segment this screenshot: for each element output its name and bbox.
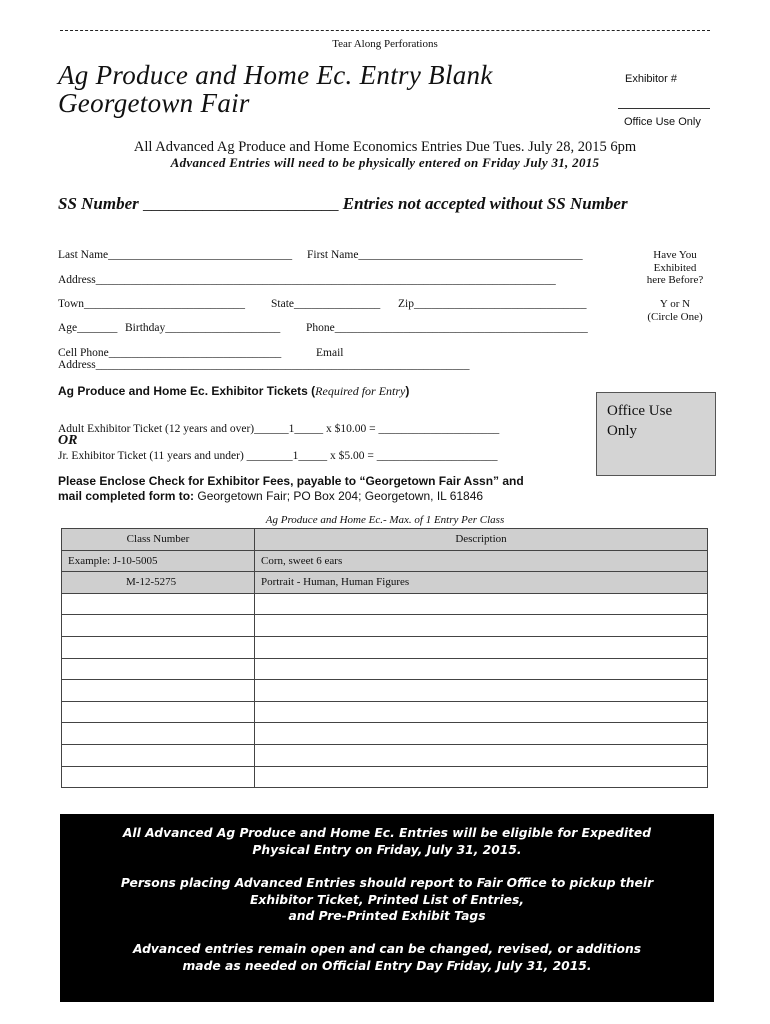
description-cell[interactable] [255,636,708,658]
or-label: OR [58,433,78,448]
payment-instructions [58,474,524,504]
class-number-cell[interactable] [62,615,255,637]
class-number-cell[interactable] [62,658,255,680]
notice-line: made as needed on Official Entry Day Friday, July 31, 2015. [182,959,592,973]
phone-field[interactable]: Phone____________________________________________ [306,322,588,334]
table-row[interactable] [62,723,708,745]
table-row [62,572,708,594]
fair-name: Georgetown Fair [58,88,250,118]
zip-field[interactable]: Zip______________________________ [398,298,587,310]
class-number-header: Class Number [62,529,255,551]
tickets-heading-text: Ag Produce and Home Ec. Exhibitor Tickets ( [58,384,316,398]
description-header: Description [255,529,708,551]
state-field[interactable]: State_______________ [271,298,381,310]
class-number-cell[interactable] [62,744,255,766]
class-number-cell[interactable] [62,636,255,658]
class-number-cell[interactable] [62,766,255,788]
table-row[interactable] [62,766,708,788]
entries-table [61,528,708,788]
office-use-only-label: Office Use Only [624,116,701,128]
exhibitor-number-field[interactable] [618,108,710,109]
circle-one-label: (Circle One) [647,311,703,323]
table-header-row [62,529,708,551]
table-row[interactable] [62,701,708,723]
town-field[interactable]: Town____________________________ [58,298,246,310]
notice-line: Persons placing Advanced Entries should report to Fair Office to pickup their [120,876,654,890]
advanced-entry-notice [60,814,714,1002]
description-cell[interactable] [255,593,708,615]
exhibited-label: Exhibited [653,262,697,274]
table-row[interactable] [62,744,708,766]
class-number-cell: Example: J-10-5005 [62,550,255,572]
notice-line: and Pre-Printed Exhibit Tags [288,909,486,923]
mailing-address: Georgetown Fair; PO Box 204; Georgetown, IL 61846 [197,489,484,503]
description-cell[interactable] [255,680,708,702]
have-you-label: Have You [653,249,697,261]
exhibitor-number-label: Exhibitor # [625,73,677,85]
yes-no-option[interactable]: Y or N [659,298,691,310]
description-cell: Corn, sweet 6 ears [255,550,708,572]
class-number-cell[interactable] [62,593,255,615]
description-cell[interactable] [255,658,708,680]
due-date-notice: All Advanced Ag Produce and Home Economics Entries Due Tues. July 28, 2015 6pm [133,139,637,155]
description-cell[interactable] [255,701,708,723]
table-row[interactable] [62,658,708,680]
perforation-text: Tear Along Perforations [332,38,438,50]
class-number-cell[interactable] [62,701,255,723]
ss-number-row [58,194,628,214]
description-cell[interactable] [255,615,708,637]
table-row[interactable] [62,615,708,637]
email-address-field[interactable]: Address_________________________________________________________________ [58,359,470,371]
last-name-field[interactable]: Last Name________________________________ [58,249,293,261]
class-number-cell: M-12-5275 [62,572,255,594]
ss-number-label: SS Number [58,194,139,213]
form-title: Ag Produce and Home Ec. Entry Blank [58,60,493,90]
ss-number-field[interactable]: _______________________ [143,194,339,213]
perforation-line [60,30,710,31]
payment-line-2 [58,489,524,504]
payment-line-1: Please Enclose Check for Exhibitor Fees, payable to “Georgetown Fair Assn” and [58,474,524,488]
notice-line: All Advanced Ag Produce and Home Ec. Entries will be eligible for Expedited [122,826,652,840]
tickets-heading-close: ) [405,384,410,398]
table-row[interactable] [62,593,708,615]
description-cell[interactable] [255,723,708,745]
notice-line: Exhibitor Ticket, Printed List of Entries, [249,893,524,907]
notice-line: Physical Entry on Friday, July 31, 2015. [252,843,522,857]
email-label: Email [316,347,344,359]
mail-to-label: mail completed form to: [58,489,198,503]
table-row[interactable] [62,636,708,658]
description-cell[interactable] [255,744,708,766]
table-row [62,550,708,572]
physical-entry-notice: Advanced Entries will need to be physically entered on Friday July 31, 2015 [170,155,600,170]
ss-required-note: Entries not accepted without SS Number [342,194,628,213]
notice-line: Advanced entries remain open and can be changed, revised, or additions [132,942,642,956]
junior-ticket-line[interactable]: Jr. Exhibitor Ticket (11 years and under) ________1_____ x $5.00 = _____________________ [58,450,498,462]
first-name-field[interactable]: First Name_______________________________________ [307,249,583,261]
table-row[interactable] [62,680,708,702]
description-cell: Portrait - Human, Human Figures [255,572,708,594]
birthday-field[interactable]: Birthday____________________ [125,322,281,334]
adult-ticket-line[interactable]: Adult Exhibitor Ticket (12 years and over)______1_____ x $10.00 = _____________________ [58,423,500,435]
class-number-cell[interactable] [62,723,255,745]
class-number-cell[interactable] [62,680,255,702]
cell-phone-field[interactable]: Cell Phone______________________________ [58,347,282,359]
required-note: Required for Entry [315,384,406,398]
office-use-box: Office Use Only [596,392,716,476]
age-field[interactable]: Age_______ [58,322,118,334]
table-caption: Ag Produce and Home Ec.- Max. of 1 Entry Per Class [265,514,505,526]
description-cell[interactable] [255,766,708,788]
address-field[interactable]: Address________________________________________________________________________________ [58,274,556,286]
here-before-label: here Before? [646,274,704,286]
tickets-heading [58,384,409,399]
